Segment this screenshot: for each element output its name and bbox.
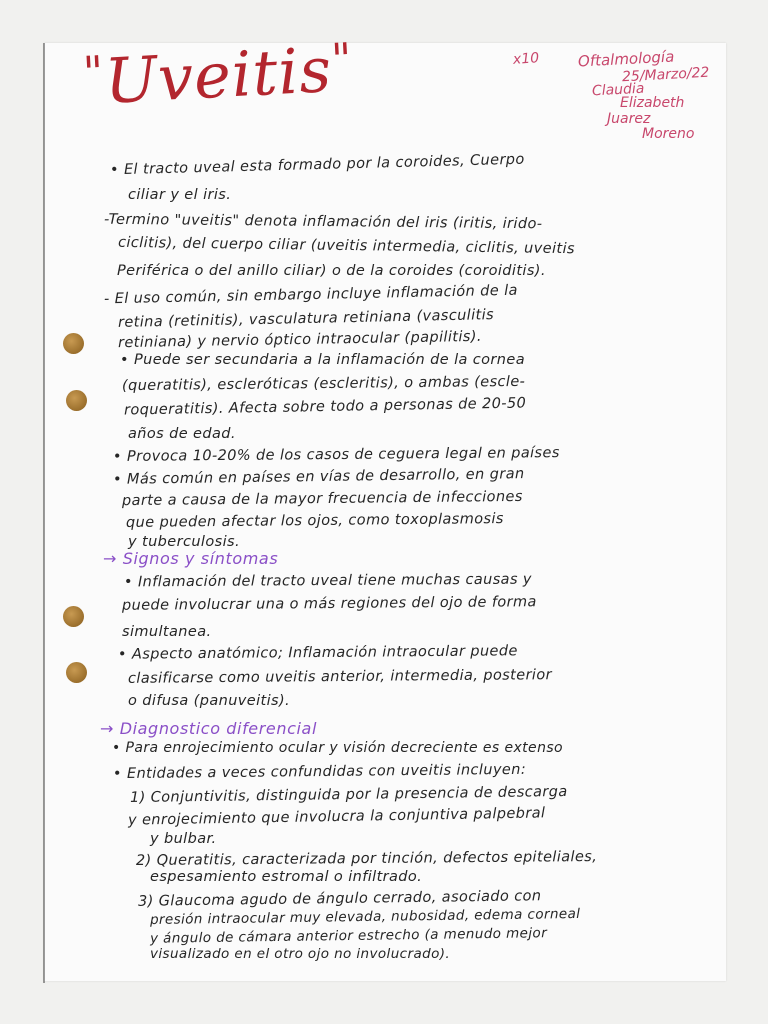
note-line: 3) Glaucoma agudo de ángulo cerrado, asociado con [137, 888, 542, 910]
binder-hole [66, 662, 87, 683]
note-line: y ángulo de cámara anterior estrecho (a menudo mejor [149, 925, 548, 947]
section-heading: → Signos y síntomas [103, 549, 279, 568]
note-line: • Inflamación del tracto uveal tiene muchas causas y [123, 571, 532, 591]
note-line: parte a causa de la mayor frecuencia de infecciones [121, 488, 523, 510]
note-line: retiniana) y nervio óptico intraocular (papilitis). [117, 328, 482, 352]
note-line: • Aspecto anatómico; Inflamación intraocular puede [117, 643, 518, 663]
note-line: - El uso común, sin embargo incluye inflamación de la [103, 282, 519, 308]
note-line: roqueratitis). Afecta sobre todo a personas de 20-50 [123, 395, 527, 419]
note-line: presión intraocular muy elevada, nubosidad, edema corneal [149, 905, 581, 929]
note-line: y enrojecimiento que involucra la conjuntiva palpebral [127, 805, 546, 829]
note-line: y tuberculosis. [128, 534, 240, 550]
author-name-line: Moreno [642, 126, 695, 142]
note-line: espesamiento estromal o infiltrado. [150, 869, 423, 885]
note-line: y bulbar. [150, 831, 217, 847]
grade-mark: x10 [512, 50, 540, 68]
note-line: ciclitis), del cuerpo ciliar (uveitis intermedia, ciclitis, uveitis [117, 234, 576, 258]
course-name: Oftalmología [577, 47, 675, 71]
note-line: 1) Conjuntivitis, distinguida por la presencia de descarga [129, 783, 568, 807]
note-line: clasificarse como uveitis anterior, intermedia, posterior [127, 667, 553, 687]
note-line: • El tracto uveal esta formado por la coroides, Cuerpo [109, 151, 525, 179]
note-line: • Más común en países en vías de desarrollo, en gran [112, 466, 525, 488]
note-line: • Provoca 10-20% de los casos de ceguera legal en países [112, 445, 560, 465]
note-line: • Para enrojecimiento ocular y visión decreciente es extenso [112, 740, 564, 756]
note-line: que pueden afectar los ojos, como toxoplasmosis [125, 511, 504, 531]
note-line: retina (retinitis), vasculatura retiniana (vasculitis [117, 307, 495, 331]
page-edge [43, 43, 45, 983]
author-name-line: Juarez [607, 111, 651, 127]
note-line: • Entidades a veces confundidas con uveitis incluyen: [112, 761, 527, 783]
section-heading: → Diagnostico diferencial [100, 719, 318, 738]
page-title: "Uveitis" [81, 32, 354, 118]
author-name-line: Claudia [591, 80, 645, 100]
note-line: • Puede ser secundaria a la inflamación de la cornea [120, 352, 525, 368]
note-line: visualizado en el otro ojo no involucrado). [150, 946, 451, 962]
note-line: ciliar y el iris. [128, 187, 232, 203]
note-line: 2) Queratitis, caracterizada por tinción, defectos epiteliales, [135, 848, 598, 870]
note-line: o difusa (panuveitis). [128, 693, 291, 709]
note-line: años de edad. [128, 426, 236, 442]
binder-hole [66, 390, 87, 411]
note-line: (queratitis), escleróticas (escleritis), o ambas (escle- [121, 373, 526, 395]
note-line: simultanea. [122, 624, 212, 640]
note-line: Periférica o del anillo ciliar) o de la coroides (coroiditis). [117, 263, 546, 279]
note-date: 25/Marzo/22 [621, 64, 710, 86]
author-name-line: Elizabeth [620, 95, 685, 111]
binder-hole [63, 333, 84, 354]
note-line: puede involucrar una o más regiones del ojo de forma [121, 594, 537, 614]
binder-hole [63, 606, 84, 627]
note-line: -Termino "uveitis" denota inflamación del iris (iritis, irido- [103, 211, 543, 233]
